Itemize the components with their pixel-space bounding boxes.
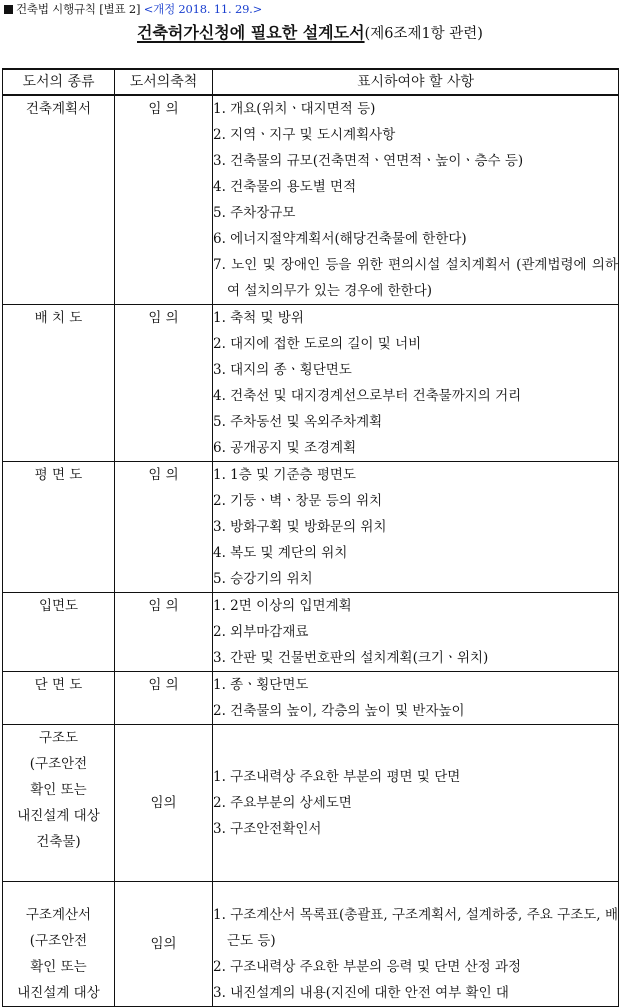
list-item: 1. 구조계산서 목록표(총괄표, 구조계획서, 설계하중, 주요 구조도, 배근도 등) [213, 907, 618, 949]
list-item: 4. 복도 및 계단의 위치 [213, 545, 348, 561]
list-item: 1. 축척 및 방위 [213, 310, 304, 326]
drawing-kind: 구조도 (구조안전 확인 또는 내진설계 대상 건축물) [3, 725, 115, 882]
list-item: 2. 외부마감재료 [213, 624, 309, 640]
drawing-scale: 임 의 [115, 305, 213, 462]
drawing-items [213, 462, 619, 593]
drawing-items [213, 305, 619, 462]
drawing-items [213, 672, 619, 725]
drawing-kind: 단 면 도 [3, 672, 115, 725]
list-item: 2. 주요부분의 상세도면 [213, 795, 352, 811]
list-item: 6. 공개공지 및 조경계획 [213, 440, 357, 456]
drawing-items [213, 593, 619, 672]
list-item: 4. 건축선 및 대지경계선으로부터 건축물까지의 거리 [213, 388, 522, 404]
list-item: 1. 구조내력상 주요한 부분의 평면 및 단면 [213, 769, 461, 785]
drawing-kind: 평 면 도 [3, 462, 115, 593]
list-item: 3. 방화구획 및 방화문의 위치 [213, 519, 387, 535]
list-item: 3. 대지의 종ㆍ횡단면도 [213, 362, 352, 378]
table-row [3, 95, 619, 305]
list-item: 3. 내진설계의 내용(지진에 대한 안전 여부 확인 대 [213, 985, 509, 1001]
table-row [3, 882, 619, 1007]
drawing-items [213, 95, 619, 305]
drawing-kind: 구조계산서 (구조안전 확인 또는 내진설계 대상 [3, 882, 115, 1007]
drawing-scale: 임의 [115, 882, 213, 1007]
list-item: 2. 건축물의 높이, 각층의 높이 및 반자높이 [213, 703, 465, 719]
drawing-items [213, 725, 619, 882]
list-item: 2. 구조내력상 주요한 부분의 응력 및 단면 산정 과정 [213, 959, 522, 975]
title-main: 건축허가신청에 필요한 설계도서 [137, 23, 365, 42]
list-item: 2. 대지에 접한 도로의 길이 및 너비 [213, 336, 422, 352]
table-row [3, 672, 619, 725]
header-prefix: 건축법 시행규칙 [별표 2] [16, 2, 141, 16]
list-item: 5. 승강기의 위치 [213, 571, 313, 587]
table-row [3, 305, 619, 462]
list-item: 5. 주차동선 및 옥외주차계획 [213, 414, 383, 430]
list-item: 2. 지역ㆍ지구 및 도시계획사항 [213, 127, 396, 143]
drawing-kind: 배 치 도 [3, 305, 115, 462]
list-item: 1. 종ㆍ횡단면도 [213, 677, 309, 693]
drawing-scale: 임 의 [115, 462, 213, 593]
list-item: 3. 건축물의 규모(건축면적ㆍ연면적ㆍ높이ㆍ층수 등) [213, 153, 524, 169]
table-row [3, 593, 619, 672]
list-item: 4. 건축물의 용도별 면적 [213, 179, 357, 195]
table-row [3, 725, 619, 882]
column-header-kind: 도서의 종류 [3, 69, 115, 95]
drawing-items [213, 882, 619, 1007]
title-sub: (제6조제1항 관련) [364, 26, 483, 42]
revision-link[interactable]: <개정 2018. 11. 29.> [143, 2, 263, 16]
drawings-table [2, 68, 619, 1007]
list-item: 1. 개요(위치ㆍ대지면적 등) [213, 101, 376, 117]
list-item: 2. 기둥ㆍ벽ㆍ창문 등의 위치 [213, 493, 383, 509]
table-row [3, 462, 619, 593]
column-header-items: 표시하여야 할 사항 [213, 69, 619, 95]
square-bullet-icon [4, 5, 13, 14]
drawing-scale: 임 의 [115, 95, 213, 305]
column-header-scale: 도서의축척 [115, 69, 213, 95]
list-item: 5. 주차장규모 [213, 205, 296, 221]
list-item: 6. 에너지절약계획서(해당건축물에 한한다) [213, 231, 467, 247]
drawing-kind: 입면도 [3, 593, 115, 672]
drawing-scale: 임 의 [115, 593, 213, 672]
document-header [4, 0, 262, 18]
page-title [0, 20, 620, 46]
drawing-scale: 임의 [115, 725, 213, 882]
table-header-row [3, 69, 619, 95]
list-item: 1. 2면 이상의 입면계획 [213, 598, 352, 614]
drawing-scale: 임 의 [115, 672, 213, 725]
list-item: 1. 1층 및 기준층 평면도 [213, 467, 356, 483]
list-item: 3. 구조안전확인서 [213, 821, 322, 837]
drawing-kind: 건축계획서 [3, 95, 115, 305]
list-item: 7. 노인 및 장애인 등을 위한 편의시설 설치계획서 (관계법령에 의하여 설치의무가 있는 경우에 한한다) [213, 257, 618, 299]
list-item: 3. 간판 및 건물번호판의 설치계획(크기ㆍ위치) [213, 650, 489, 666]
